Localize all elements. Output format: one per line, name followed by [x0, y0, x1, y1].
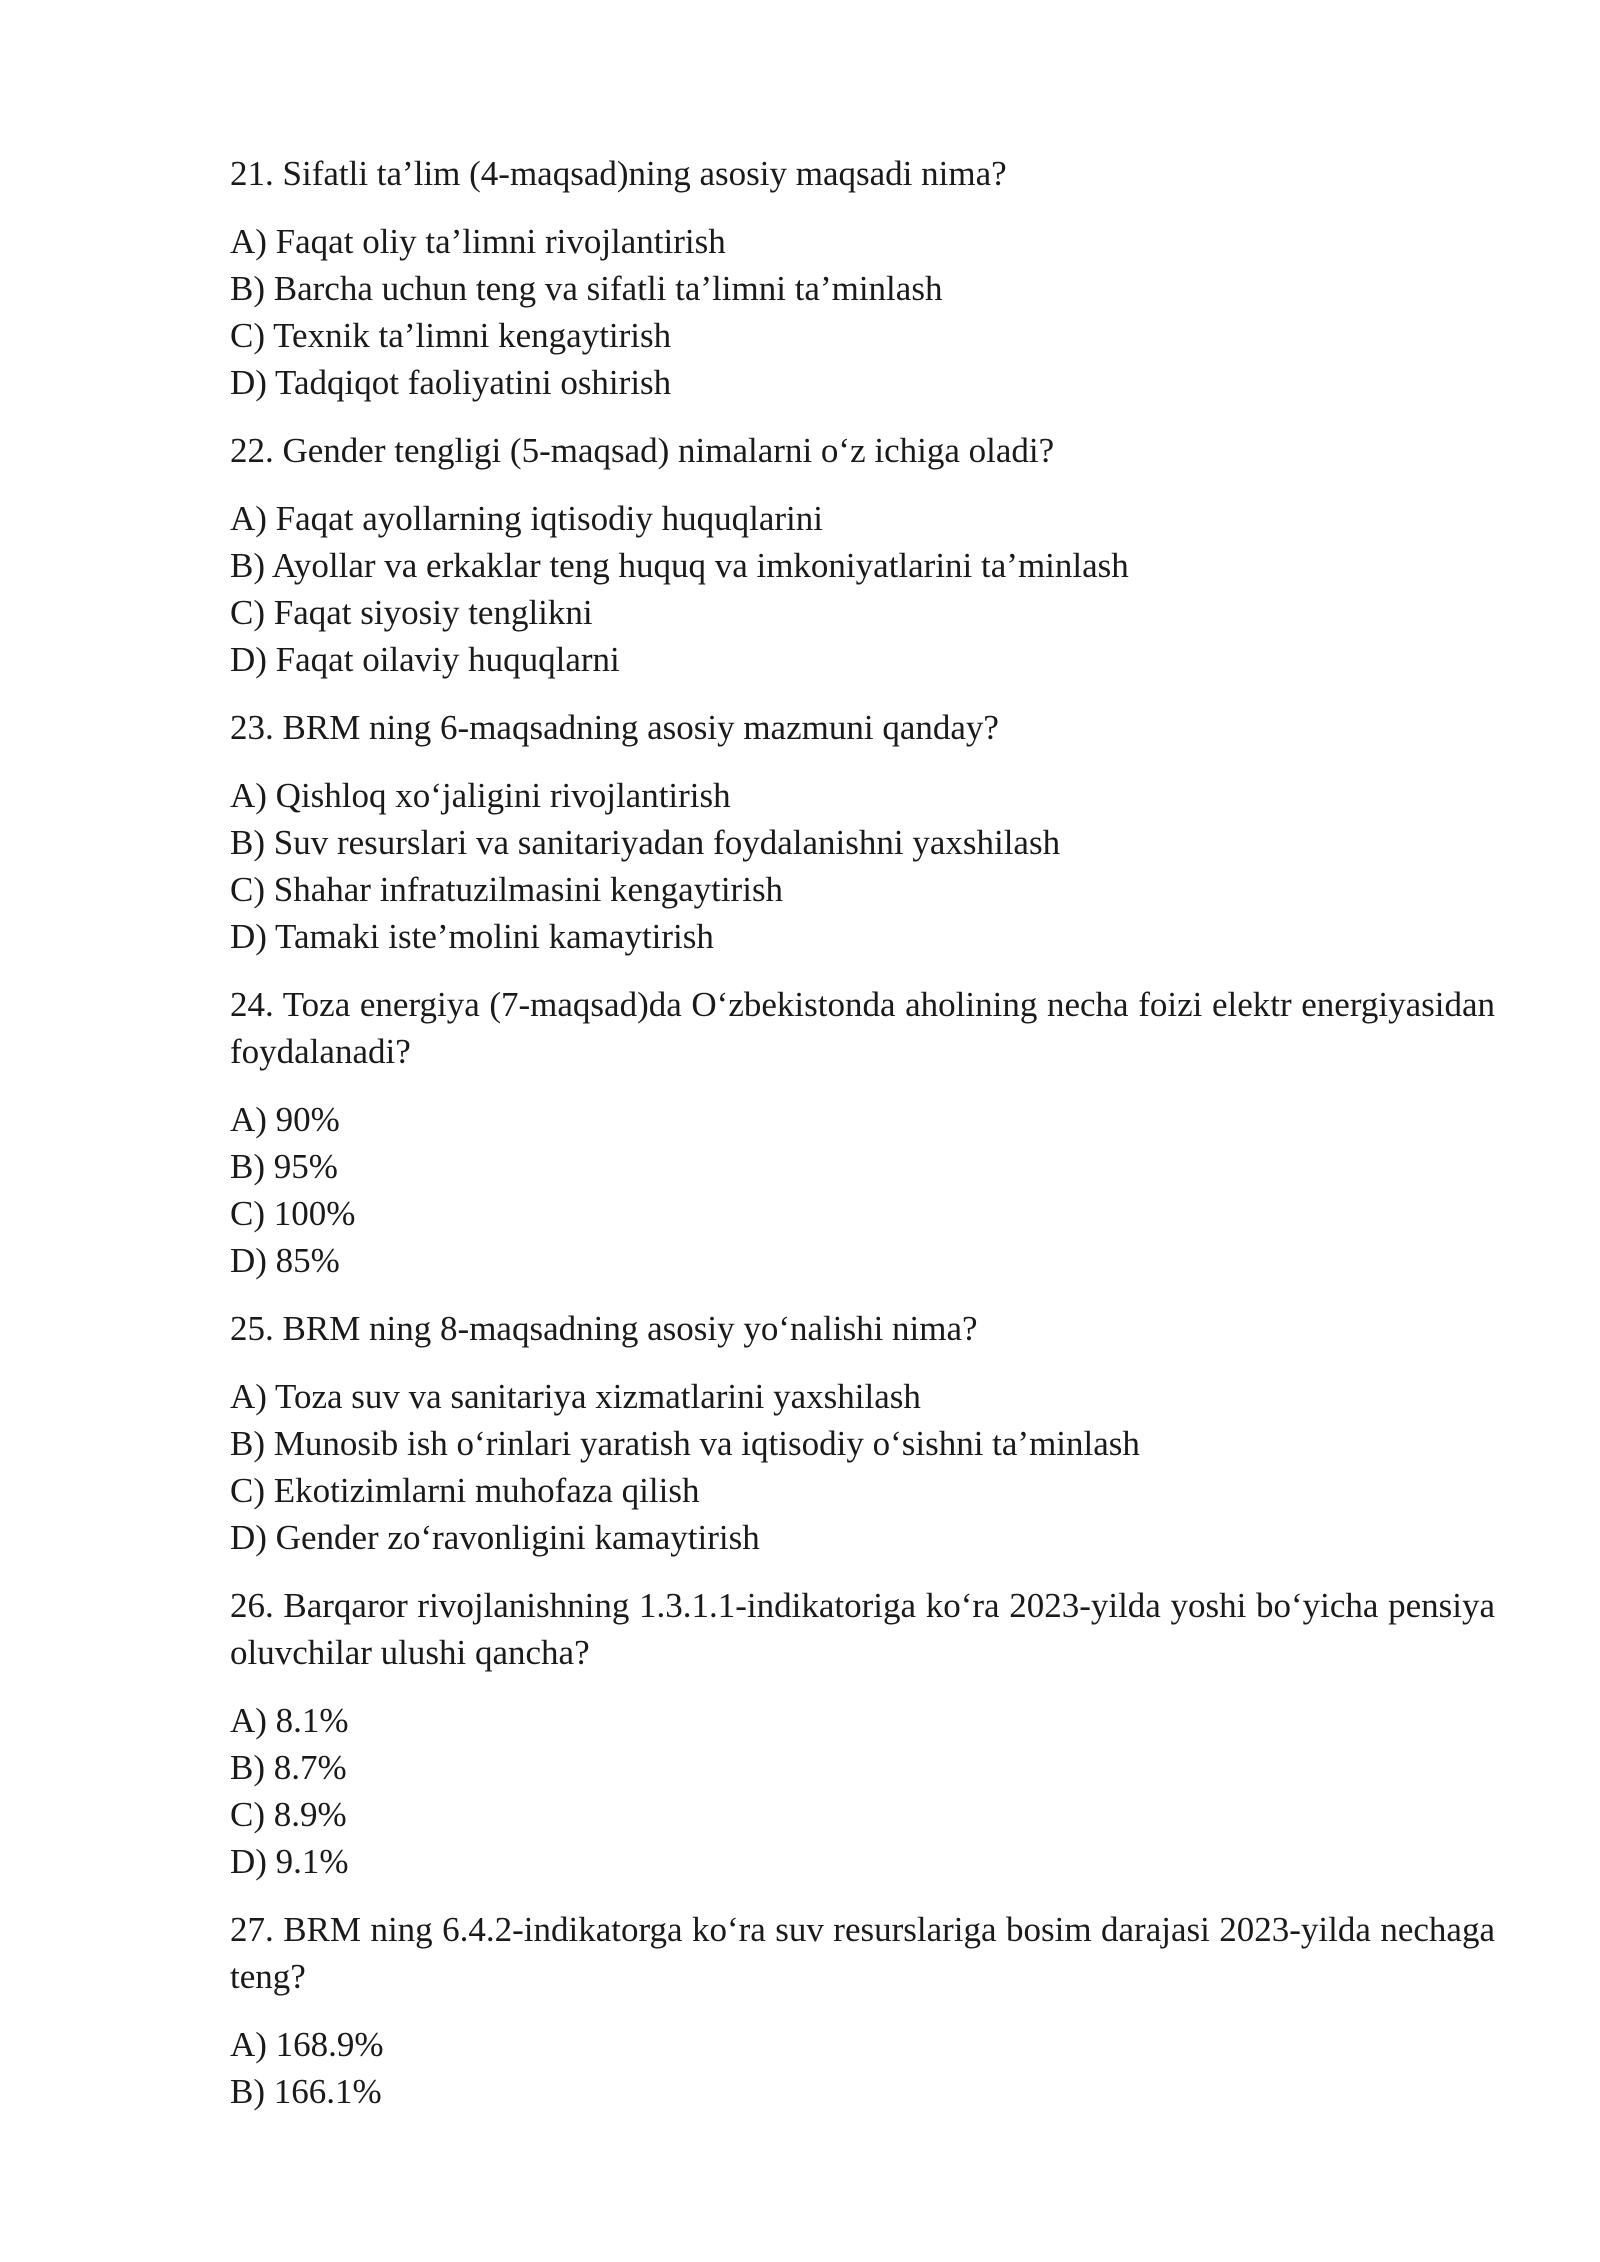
option-d: D) Faqat oilaviy huquqlarni	[230, 640, 620, 679]
question-21	[230, 150, 1495, 406]
option-c: C) Ekotizimlarni muhofaza qilish	[230, 1471, 700, 1510]
question-27	[230, 1906, 1495, 2115]
option-a: A) Faqat ayollarning iqtisodiy huquqlarini	[230, 499, 823, 538]
option-b: B) 8.7%	[230, 1748, 347, 1787]
question-text: 26. Barqaror rivojlanishning 1.3.1.1-indikatoriga ko‘ra 2023-yilda yoshi bo‘yicha pensiya oluvchilar ulushi qancha?	[230, 1586, 1495, 1672]
question-26	[230, 1582, 1495, 1885]
question-23	[230, 704, 1495, 960]
option-b: B) 166.1%	[230, 2072, 382, 2111]
option-c: C) 8.9%	[230, 1795, 347, 1834]
option-b: B) Suv resurslari va sanitariyadan foydalanishni yaxshilash	[230, 823, 1061, 862]
question-text: 22. Gender tengligi (5-maqsad) nimalarni o‘z ichiga oladi?	[230, 431, 1055, 470]
question-text: 24. Toza energiya (7-maqsad)da O‘zbekistonda aholining necha foizi elektr energiyasidan foydalanadi?	[230, 985, 1495, 1071]
option-a: A) Toza suv va sanitariya xizmatlarini yaxshilash	[230, 1377, 921, 1416]
question-24	[230, 981, 1495, 1284]
options-list	[230, 1096, 1495, 1284]
document-page	[230, 150, 1495, 2136]
options-list	[230, 772, 1495, 960]
option-c: C) Faqat siyosiy tenglikni	[230, 593, 593, 632]
question-25	[230, 1305, 1495, 1561]
option-d: D) Tadqiqot faoliyatini oshirish	[230, 363, 672, 402]
option-b: B) Munosib ish o‘rinlari yaratish va iqtisodiy o‘sishni ta’minlash	[230, 1424, 1140, 1463]
options-list	[230, 218, 1495, 406]
question-text: 27. BRM ning 6.4.2-indikatorga ko‘ra suv resurslariga bosim darajasi 2023-yilda nechaga teng?	[230, 1910, 1495, 1996]
option-d: D) 85%	[230, 1241, 340, 1280]
option-a: A) Qishloq xo‘jaligini rivojlantirish	[230, 776, 731, 815]
options-list	[230, 495, 1495, 683]
options-list	[230, 2021, 1495, 2115]
question-text: 21. Sifatli ta’lim (4-maqsad)ning asosiy maqsadi nima?	[230, 154, 1007, 193]
question-text: 23. BRM ning 6-maqsadning asosiy mazmuni qanday?	[230, 708, 999, 747]
options-list	[230, 1697, 1495, 1885]
option-d: D) Gender zo‘ravonligini kamaytirish	[230, 1518, 760, 1557]
option-a: A) 8.1%	[230, 1701, 349, 1740]
option-b: B) 95%	[230, 1147, 338, 1186]
question-22	[230, 427, 1495, 683]
option-b: B) Ayollar va erkaklar teng huquq va imkoniyatlarini ta’minlash	[230, 546, 1129, 585]
option-c: C) 100%	[230, 1194, 356, 1233]
question-text: 25. BRM ning 8-maqsadning asosiy yo‘nalishi nima?	[230, 1309, 978, 1348]
option-b: B) Barcha uchun teng va sifatli ta’limni ta’minlash	[230, 269, 943, 308]
option-d: D) Tamaki iste’molini kamaytirish	[230, 917, 714, 956]
option-c: C) Texnik ta’limni kengaytirish	[230, 316, 672, 355]
option-d: D) 9.1%	[230, 1842, 349, 1881]
options-list	[230, 1373, 1495, 1561]
option-a: A) 168.9%	[230, 2025, 384, 2064]
option-a: A) Faqat oliy ta’limni rivojlantirish	[230, 222, 726, 261]
option-a: A) 90%	[230, 1100, 340, 1139]
option-c: C) Shahar infratuzilmasini kengaytirish	[230, 870, 784, 909]
